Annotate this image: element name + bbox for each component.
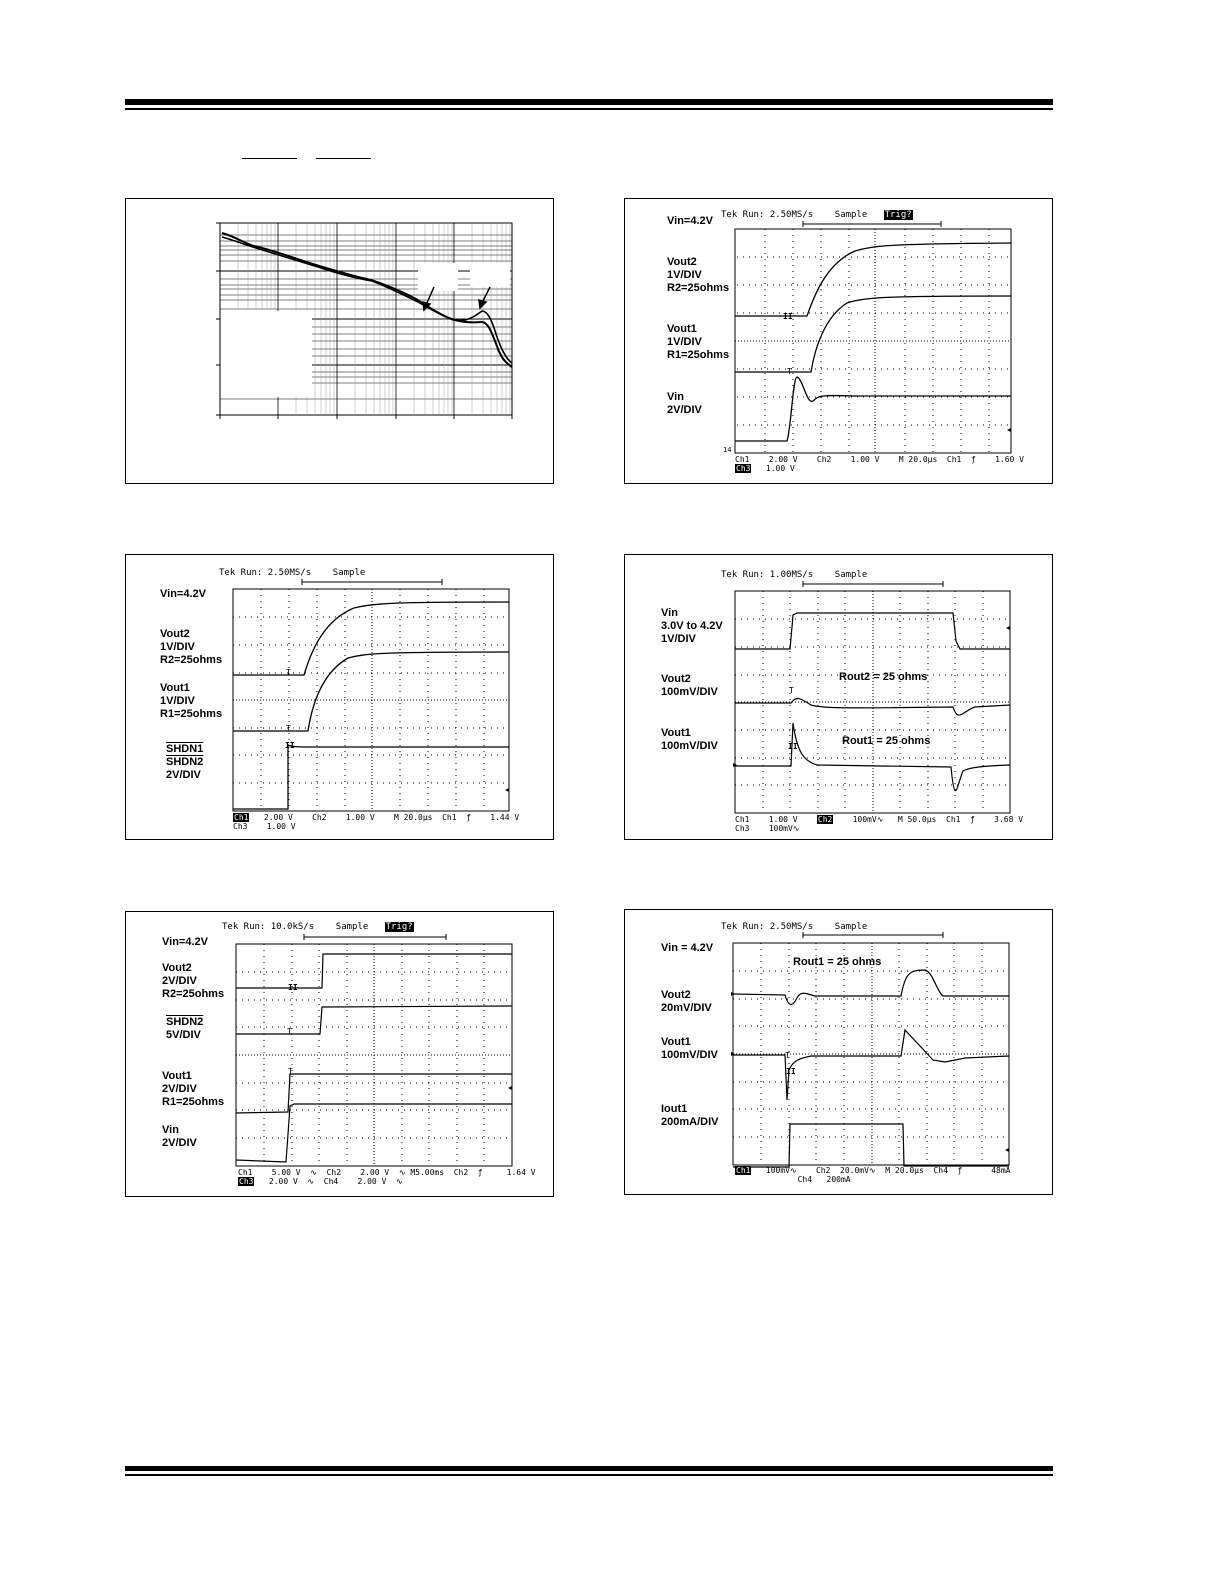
caption-overbar-1 xyxy=(242,158,297,159)
scope-status-line-2: Ch3 100mV∿ xyxy=(735,824,800,833)
svg-text:T: T xyxy=(287,1027,292,1036)
vout1-label: Vout1 2V/DIV R1=25ohms xyxy=(162,1070,225,1108)
svg-text:14: 14 xyxy=(723,446,732,454)
vout1-label: Vout1 100mV/DIV xyxy=(661,727,718,752)
svg-text:T: T xyxy=(787,367,792,376)
vout2-label: Vout2 20mV/DIV xyxy=(661,989,712,1014)
vin-label: Vin = 4.2V xyxy=(661,942,714,954)
figure-5-scope-box xyxy=(125,911,554,1197)
scope-status-line-1: Ch1 2.00 V Ch2 1.00 V M 20.0µs Ch1 ƒ 1.44 V xyxy=(234,813,520,822)
iout1-label: Iout1 200mA/DIV xyxy=(661,1103,719,1128)
vout1-label: Vout1 1V/DIV R1=25ohms xyxy=(160,682,223,720)
trig-badge: Trig? xyxy=(884,210,912,220)
figure-2-scope-box xyxy=(624,198,1053,484)
vout2-label: Vout2 1V/DIV R2=25ohms xyxy=(667,256,730,294)
vout1-label: Vout1 100mV/DIV xyxy=(661,1036,718,1061)
footer-rule-thick xyxy=(125,1466,1053,1471)
svg-text:II: II xyxy=(288,983,298,992)
vout2-label: Vout2 1V/DIV R2=25ohms xyxy=(160,628,223,666)
figure-3-scope-box xyxy=(125,554,554,840)
vin-label: Vin 3.0V to 4.2V 1V/DIV xyxy=(661,607,723,645)
svg-text:II: II xyxy=(786,1067,796,1076)
scope-status-line-1: Ch1 1.00 V Ch2 100mV∿ M 50.0µs Ch1 ƒ 3.68 V xyxy=(735,815,1024,824)
vout2-label: Vout2 2V/DIV R2=25ohms xyxy=(162,962,225,1000)
scope-status-line-1: Ch1 5.00 V ∿ Ch2 2.00 V ∿ M5.00ms Ch2 ƒ 1.64 V xyxy=(238,1168,536,1177)
scope-status-line-2: Ch3 1.00 V xyxy=(233,822,296,831)
vin-label: Vin=4.2V xyxy=(160,588,206,600)
vin-channel-label: Vin 2V/DIV xyxy=(667,391,702,416)
scope-status-line-1: Ch1 2.00 V Ch2 1.00 V M 20.0µs Ch1 ƒ 1.60 V xyxy=(735,455,1024,464)
header-rule-thin xyxy=(125,108,1053,110)
caption-overbar-2 xyxy=(316,158,371,159)
svg-text:II: II xyxy=(783,312,793,321)
trig-badge: Trig? xyxy=(385,922,413,932)
scope-status-line-1: Ch1 100mV∿ Ch2 20.0mV∿ M 20.0µs Ch4 ƒ 48mA xyxy=(736,1166,1011,1175)
vin-channel-label: Vin 2V/DIV xyxy=(162,1124,197,1149)
svg-text:T: T xyxy=(286,724,291,733)
figure-4-scope-box xyxy=(624,554,1053,840)
shdn-label: SHDN1 SHDN2 2V/DIV xyxy=(166,743,204,781)
rout1-annotation: Rout1 = 25 ohms xyxy=(793,956,882,968)
vin-label: Vin=4.2V xyxy=(667,215,713,227)
vin-label: Vin=4.2V xyxy=(162,936,208,948)
footer-rule-thin xyxy=(125,1474,1053,1476)
scope-status-line-2: Ch4 200mA xyxy=(735,1175,851,1184)
scope-header: Tek Run: 1.00MS/s Sample xyxy=(721,570,868,580)
scope-header: Tek Run: 2.50MS/s Sample xyxy=(721,922,868,932)
scope-status-line-2: Ch3 2.00 V ∿ Ch4 2.00 V ∿ xyxy=(239,1177,403,1186)
svg-text:II: II xyxy=(285,741,295,750)
shdn2-label: SHDN2 5V/DIV xyxy=(166,1016,204,1041)
psrr-log-plot xyxy=(126,199,553,483)
figure-6-scope-box xyxy=(624,909,1053,1195)
svg-text:T: T xyxy=(789,686,794,695)
scope-status-line-2: Ch3 1.00 V xyxy=(736,464,795,473)
svg-text:T: T xyxy=(785,1051,790,1060)
svg-text:T: T xyxy=(286,668,291,677)
vout2-label: Vout2 100mV/DIV xyxy=(661,673,718,698)
scope-header: Tek Run: 2.50MS/s Sample xyxy=(219,568,366,578)
svg-text:II: II xyxy=(788,742,798,751)
scope-traces-fig5 xyxy=(126,912,553,1196)
scope-header: Tek Run: 10.0kS/s Sample Trig? xyxy=(222,922,413,932)
rout2-annotation: Rout2 = 25 ohms xyxy=(839,671,928,683)
svg-text:T: T xyxy=(288,1067,293,1076)
vout1-label: Vout1 1V/DIV R1=25ohms xyxy=(667,323,730,361)
scope-header: Tek Run: 2.50MS/s Sample Trig? xyxy=(721,210,912,220)
header-rule-thick xyxy=(125,99,1053,105)
figure-1-plot-box xyxy=(125,198,554,484)
rout1-annotation: Rout1 = 25 ohms xyxy=(842,735,931,747)
